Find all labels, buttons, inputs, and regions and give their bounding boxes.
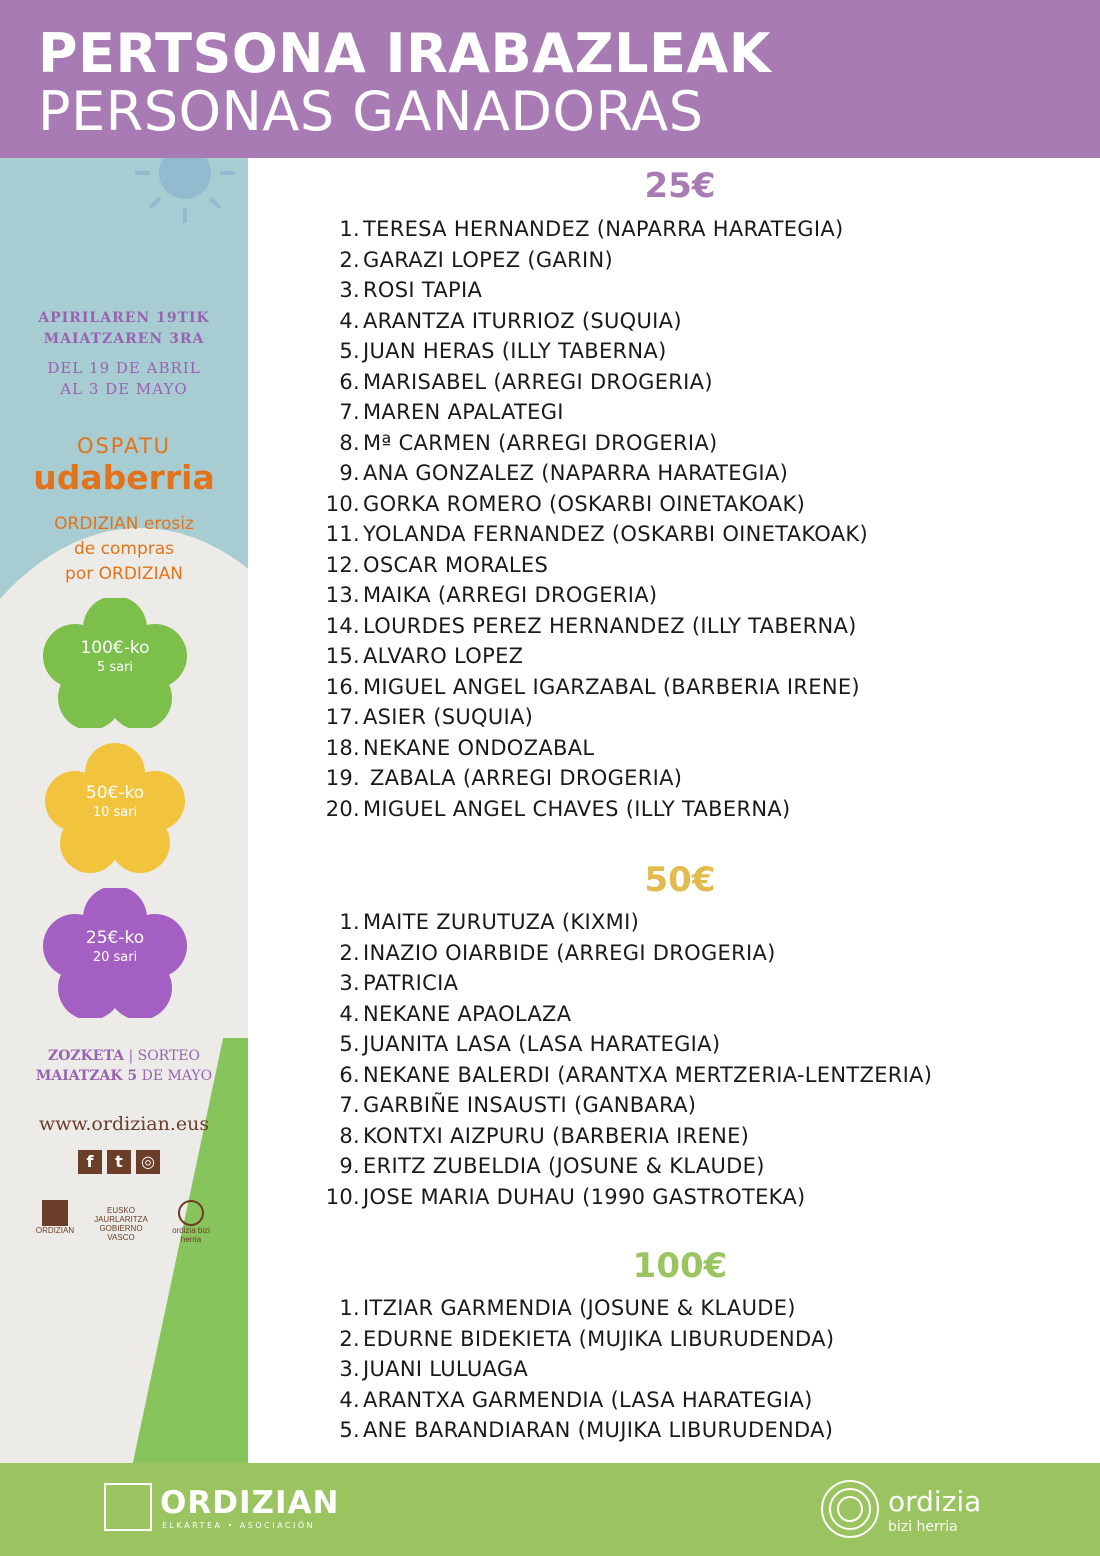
winner-number: 13. (325, 583, 360, 607)
winner-item (318, 702, 868, 733)
winner-number: 9. (339, 461, 360, 485)
winner-item (318, 1324, 834, 1355)
draw-date: ZOZKETA | SORTEO MAIATZAK 5 DE MAYO (35, 1048, 213, 1084)
winner-number: 4. (339, 1387, 360, 1412)
winner-number: 2. (339, 247, 360, 272)
winner-number: 3. (339, 1357, 360, 1381)
ring-icon (178, 1200, 204, 1226)
winner-number: 7. (339, 400, 360, 424)
dates-spanish: DEL 19 DE ABRIL AL 3 DE MAYO (47, 359, 201, 398)
winner-name: ANE BARANDIARAN (MUJIKA LIBURUDENDA) (363, 1418, 834, 1442)
winner-name: MAIKA (ARREGI DROGERIA) (363, 583, 658, 607)
title-basque: PERTSONA IRABAZLEAK (38, 22, 772, 85)
winner-item (318, 641, 868, 672)
sponsor-logos (30, 1200, 230, 1250)
winner-item (318, 275, 868, 306)
website-link[interactable]: www.ordizian.eus (38, 1113, 210, 1135)
flower-100: 100€-ko 5 sari (40, 598, 190, 728)
winner-item (318, 1029, 932, 1060)
winner-item (318, 1415, 834, 1446)
winners-list-25 (318, 214, 868, 824)
winner-name: Mª CARMEN (ARREGI DROGERIA) (363, 430, 718, 455)
winner-name: TERESA HERNANDEZ (NAPARRA HARATEGIA) (363, 217, 844, 241)
winner-item (318, 1151, 932, 1182)
winner-name: NEKANE APAOLAZA (363, 1001, 572, 1026)
ospatu-text: OSPATU (76, 434, 172, 458)
winner-name: JUAN HERAS (ILLY TABERNA) (363, 339, 667, 363)
winner-name: GARBIÑE INSAUSTI (GANBARA) (363, 1093, 697, 1117)
winner-name: MIGUEL ANGEL CHAVES (ILLY TABERNA) (363, 796, 791, 821)
winner-item (318, 214, 868, 245)
winner-name: JOSE MARIA DUHAU (1990 GASTROTEKA) (363, 1184, 806, 1209)
gobierno-vasco-logo: EUSKO JAURLARITZA GOBIERNO VASCO (94, 1206, 148, 1242)
winner-number: 7. (339, 1093, 360, 1117)
winner-name: GORKA ROMERO (OSKARBI OINETAKOAK) (363, 491, 806, 516)
winner-number: 19. (325, 766, 360, 790)
dates-basque: APIRILAREN 19TIK MAIATZAREN 3RA (38, 310, 210, 347)
udaberria-text: udaberria (33, 458, 215, 497)
winner-item (318, 245, 868, 276)
winner-name: ITZIAR GARMENDIA (JOSUNE & KLAUDE) (363, 1296, 796, 1320)
winner-item (318, 611, 868, 642)
winner-number: 20. (325, 796, 360, 821)
winner-name: GARAZI LOPEZ (GARIN) (363, 247, 613, 272)
campaign-sidebar (0, 158, 248, 1463)
winner-item (318, 1182, 932, 1213)
instagram-icon[interactable]: ◎ (136, 1150, 160, 1174)
winner-name: PATRICIA (363, 971, 459, 995)
winner-item (318, 794, 868, 825)
winner-item (318, 336, 868, 367)
winner-item (318, 428, 868, 459)
winner-number: 5. (339, 1418, 360, 1442)
winner-number: 4. (339, 1001, 360, 1026)
winner-number: 6. (339, 1062, 360, 1087)
winner-item (318, 1090, 932, 1121)
winner-number: 9. (339, 1154, 360, 1178)
winner-number: 16. (325, 674, 360, 699)
winner-number: 12. (325, 552, 360, 577)
winner-name: JUANI LULUAGA (363, 1357, 529, 1381)
winner-number: 2. (339, 1326, 360, 1351)
winner-item (318, 367, 868, 398)
swirl-icon (818, 1477, 882, 1541)
sun-icon (130, 158, 240, 228)
winner-number: 5. (339, 1032, 360, 1056)
winner-name: ALVARO LOPEZ (363, 644, 524, 668)
winner-name: INAZIO OIARBIDE (ARREGI DROGERIA) (363, 940, 776, 965)
winner-item (318, 1354, 834, 1385)
flower-50: 50€-ko 10 sari (40, 743, 190, 873)
winner-number: 1. (339, 910, 360, 934)
winner-name: ARANTZA ITURRIOZ (SUQUIA) (363, 308, 682, 333)
winner-name: LOURDES PEREZ HERNANDEZ (ILLY TABERNA) (363, 613, 857, 638)
winner-number: 1. (339, 1296, 360, 1320)
winner-name: MAITE ZURUTUZA (KIXMI) (363, 910, 640, 934)
winner-item (318, 1121, 932, 1152)
winner-item (318, 519, 868, 550)
winner-name: OSCAR MORALES (363, 552, 549, 577)
page-footer: ORDIZIAN ELKARTEA • ASOCIACIÓN ordizia bizi herria (0, 1463, 1100, 1556)
winner-name: MIGUEL ANGEL IGARZABAL (BARBERIA IRENE) (363, 674, 860, 699)
winner-item (318, 672, 868, 703)
page-header (0, 0, 1100, 158)
winner-number: 8. (339, 430, 360, 455)
winner-number: 4. (339, 308, 360, 333)
winner-name: ZABALA (ARREGI DROGERIA) (363, 766, 683, 790)
winners-list-50 (318, 907, 932, 1212)
winner-name: MARISABEL (ARREGI DROGERIA) (363, 369, 713, 394)
winner-name: ARANTXA GARMENDIA (LASA HARATEGIA) (363, 1387, 813, 1412)
winner-item (318, 907, 932, 938)
winner-item (318, 458, 868, 489)
winner-item (318, 489, 868, 520)
winner-number: 3. (339, 971, 360, 995)
winner-number: 5. (339, 339, 360, 363)
ordizia-mini-logo: ordizia bizi herria (168, 1200, 214, 1244)
winner-item (318, 938, 932, 969)
flower-25: 25€-ko 20 sari (40, 888, 190, 1018)
winner-number: 2. (339, 940, 360, 965)
winner-name: JUANITA LASA (LASA HARATEGIA) (363, 1032, 721, 1056)
winner-item (318, 1293, 834, 1324)
winner-item (318, 763, 868, 794)
erosiz-text: ORDIZIAN erosiz de compras por ORDIZIAN (54, 514, 194, 584)
building-icon (42, 1200, 68, 1226)
winner-name: NEKANE BALERDI (ARANTXA MERTZERIA-LENTZERIA) (363, 1062, 933, 1087)
winner-name: ROSI TAPIA (363, 278, 483, 302)
twitter-icon[interactable]: t (107, 1150, 131, 1174)
ordizia-logo: ordizia bizi herria (818, 1477, 1018, 1541)
winner-item (318, 397, 868, 428)
winner-number: 15. (325, 644, 360, 668)
winner-number: 8. (339, 1123, 360, 1148)
winner-number: 11. (325, 522, 360, 546)
winner-item (318, 580, 868, 611)
winner-number: 17. (325, 705, 360, 729)
winner-number: 18. (325, 735, 360, 760)
winner-number: 3. (339, 278, 360, 302)
winner-item (318, 968, 932, 999)
winner-name: ASIER (SUQUIA) (363, 705, 534, 729)
winner-item (318, 1060, 932, 1091)
winner-item (318, 306, 868, 337)
winner-number: 6. (339, 369, 360, 394)
winner-item (318, 550, 868, 581)
winner-number: 1. (339, 217, 360, 241)
section-title-50: 50€ (644, 860, 716, 900)
winners-list-100 (318, 1293, 834, 1446)
winner-item (318, 999, 932, 1030)
winner-name: YOLANDA FERNANDEZ (OSKARBI OINETAKOAK) (363, 522, 868, 546)
winner-name: NEKANE ONDOZABAL (363, 735, 595, 760)
winner-number: 14. (325, 613, 360, 638)
winner-item (318, 1385, 834, 1416)
title-spanish: PERSONAS GANADORAS (38, 80, 704, 143)
section-title-100: 100€ (632, 1246, 728, 1286)
winner-name: ERITZ ZUBELDIA (JOSUNE & KLAUDE) (363, 1154, 765, 1178)
facebook-icon[interactable]: f (78, 1150, 102, 1174)
section-title-25: 25€ (644, 166, 716, 206)
winner-item (318, 733, 868, 764)
winner-number: 10. (325, 491, 360, 516)
winner-name: EDURNE BIDEKIETA (MUJIKA LIBURUDENDA) (363, 1326, 835, 1351)
arcade-icon (104, 1483, 152, 1531)
social-links (78, 1150, 165, 1174)
winner-number: 10. (325, 1184, 360, 1209)
ordizian-mini-logo: ORDIZIAN (30, 1200, 80, 1235)
winner-name: KONTXI AIZPURU (BARBERIA IRENE) (363, 1123, 750, 1148)
winner-name: ANA GONZALEZ (NAPARRA HARATEGIA) (363, 461, 789, 485)
winner-name: MAREN APALATEGI (363, 400, 564, 424)
